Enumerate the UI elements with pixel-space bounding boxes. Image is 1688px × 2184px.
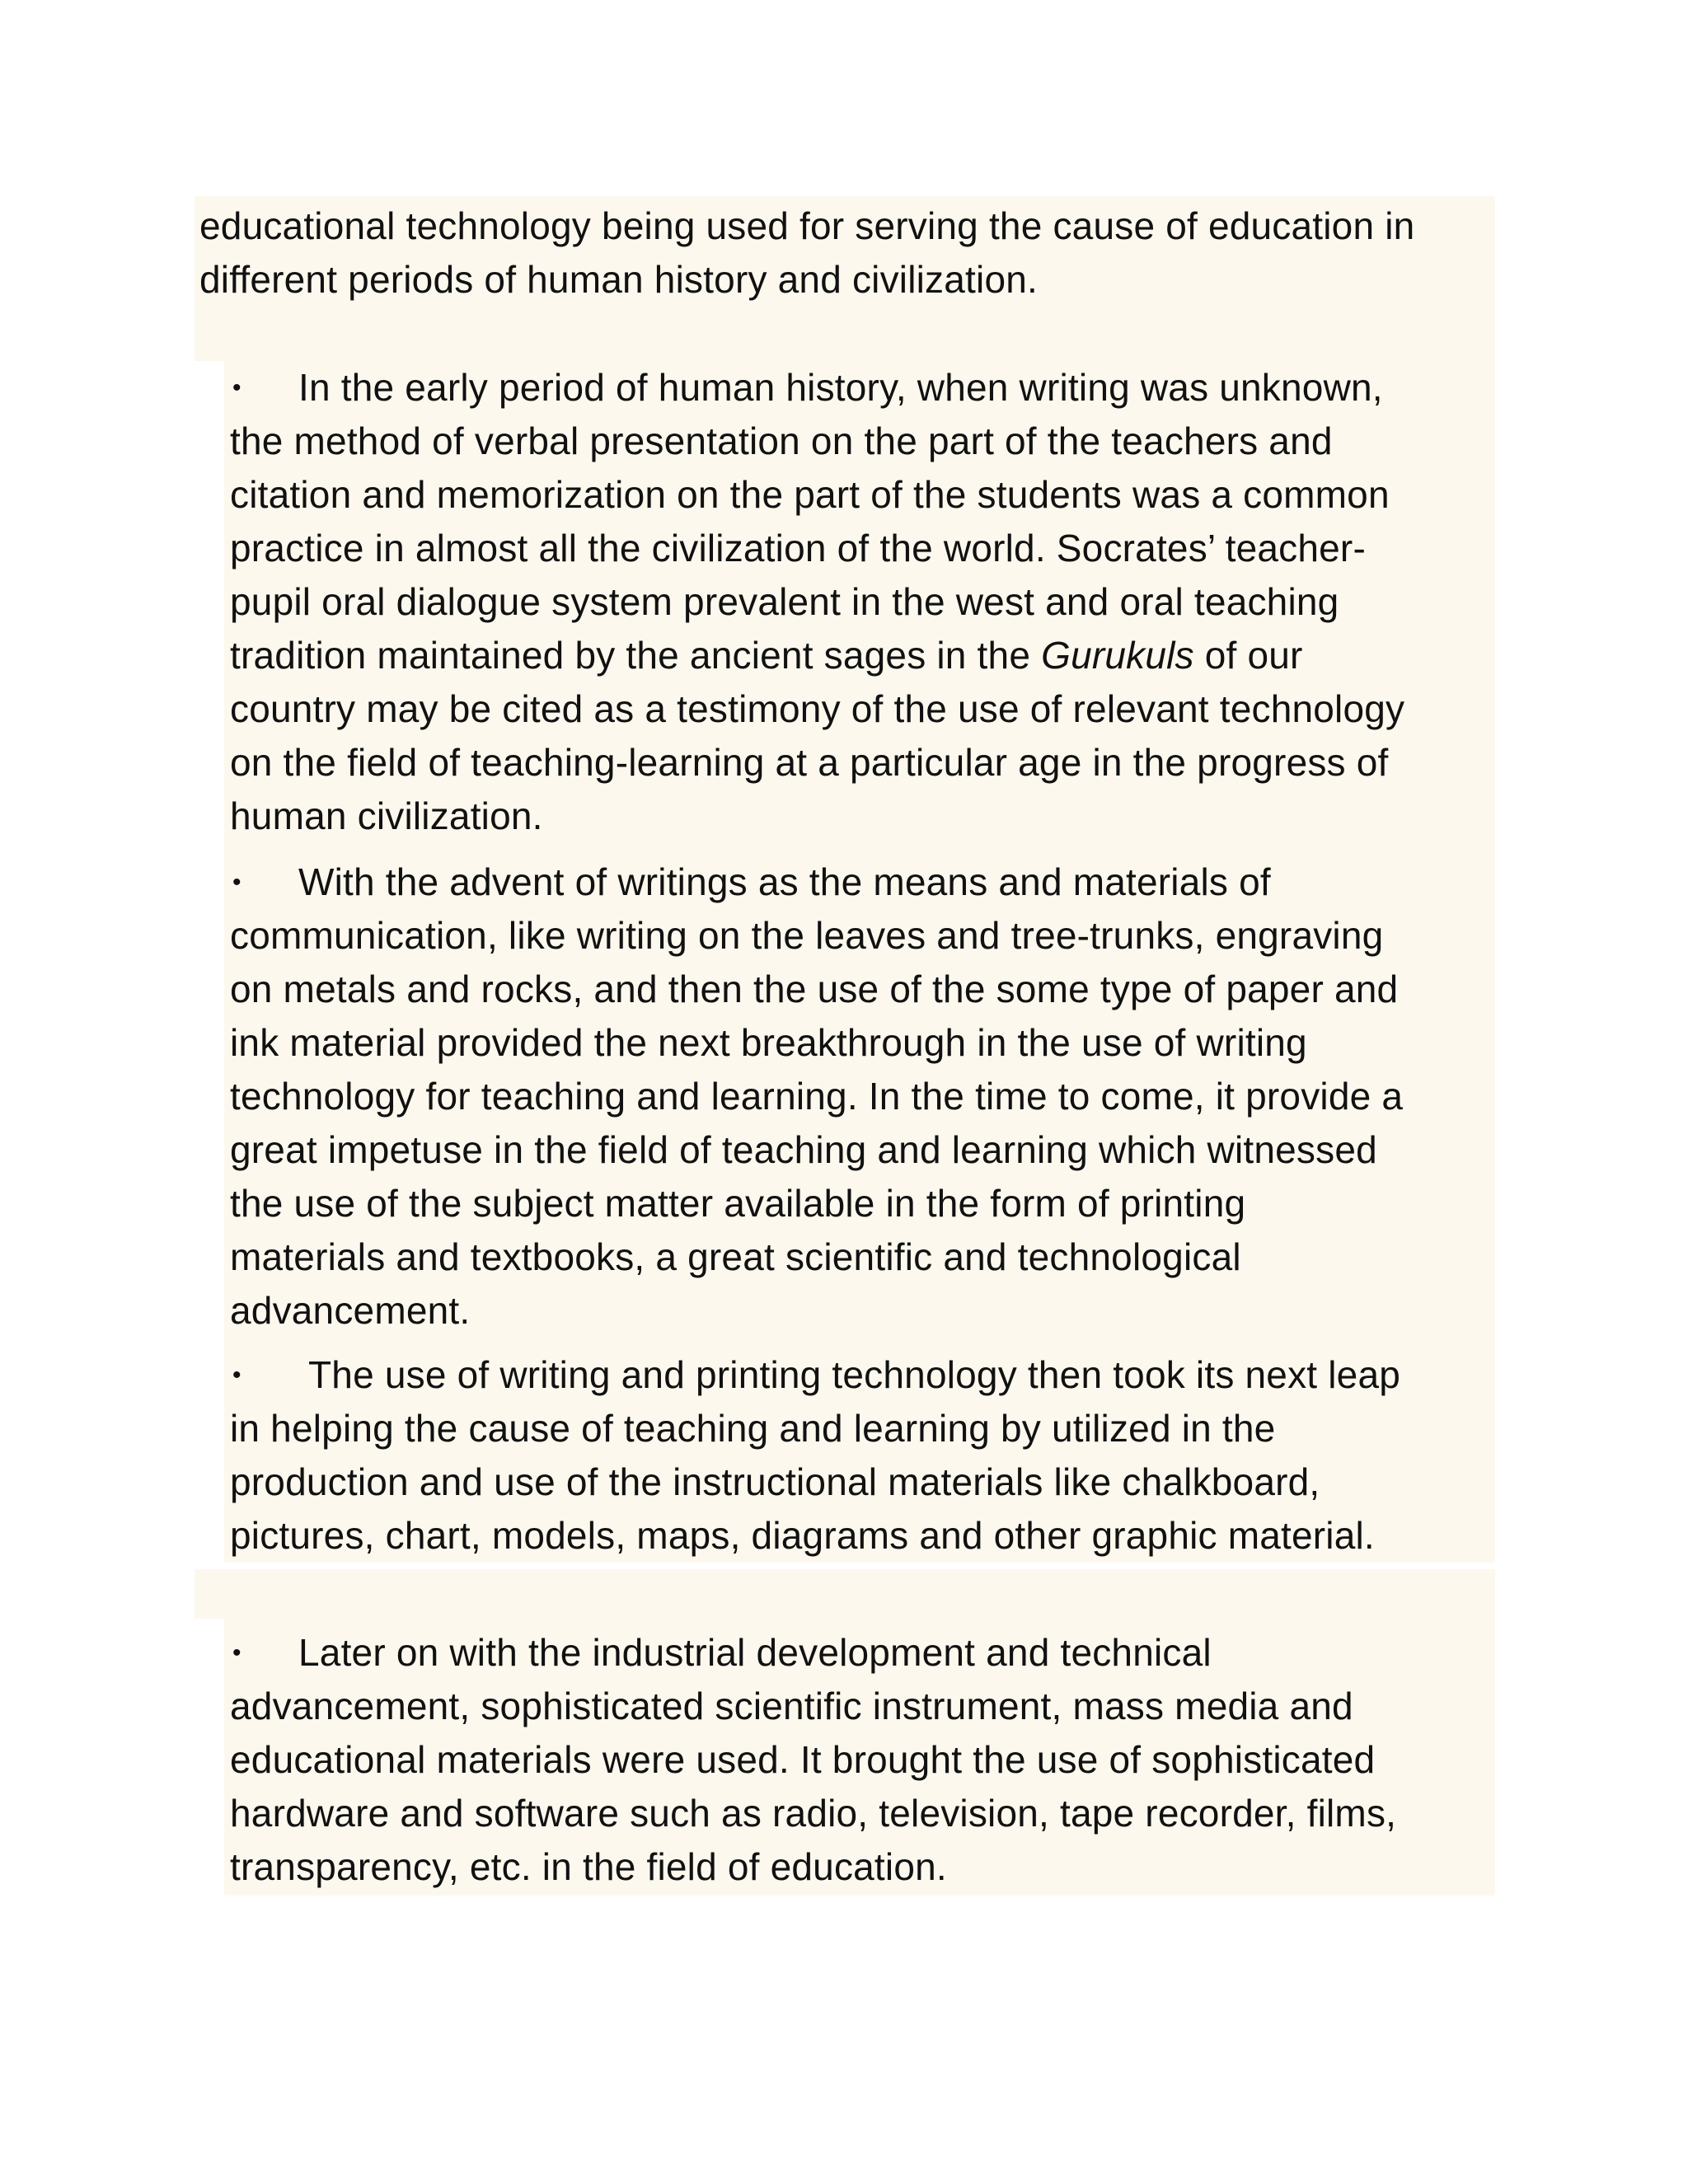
bullet-2-line: great impetuse in the field of teaching and learning which witnessed — [230, 1128, 1377, 1171]
bullet-marker: • — [232, 1639, 241, 1666]
bullet-2-line: on metals and rocks, and then the use of the some type of paper and — [230, 968, 1399, 1010]
gap-highlight — [195, 1569, 1495, 1619]
bullet-1-line — [230, 629, 1303, 682]
bullet-1-line-text: tradition maintained by the ancient sages in the — [230, 634, 1042, 677]
bullet-4-line: Later on with the industrial development and technical — [298, 1631, 1212, 1674]
bullet-2-line: materials and textbooks, a great scientific and technological — [230, 1235, 1241, 1278]
intro-line: educational technology being used for serving the cause of education in — [199, 204, 1415, 247]
bullet-1-line-text: of our — [1193, 634, 1303, 677]
bullet-4-line: hardware and software such as radio, television, tape recorder, films, — [230, 1792, 1397, 1835]
intro-line: different periods of human history and civilization. — [199, 258, 1038, 301]
bullet-marker: • — [232, 869, 241, 896]
bullet-3-line: production and use of the instructional materials like chalkboard, — [230, 1460, 1320, 1503]
bullet-2-line: With the advent of writings as the means and materials of — [298, 860, 1271, 903]
bullet-4-line: educational materials were used. It brought the use of sophisticated — [230, 1738, 1376, 1781]
bullet-3-line: in helping the cause of teaching and learning by utilized in the — [230, 1407, 1276, 1450]
bullet-1-line: country may be cited as a testimony of the use of relevant technology — [230, 687, 1405, 730]
bullet-1-line: pupil oral dialogue system prevalent in the west and oral teaching — [230, 580, 1339, 623]
bullet-4-line: advancement, sophisticated scientific instrument, mass media and — [230, 1685, 1353, 1727]
bullet-2-line: ink material provided the next breakthrough in the use of writing — [230, 1021, 1307, 1064]
bullet-2-line: advancement. — [230, 1289, 471, 1332]
bullet-2-line: technology for teaching and learning. In the time to come, it provide a — [230, 1075, 1404, 1118]
bullet-1-line: the method of verbal presentation on the part of the teachers and — [230, 419, 1333, 462]
bullet-1-line: citation and memorization on the part of the students was a common — [230, 473, 1390, 516]
bullet-2-line: the use of the subject matter available in the form of printing — [230, 1182, 1246, 1225]
bullet-1-line: In the early period of human history, when writing was unknown, — [298, 366, 1383, 409]
bullet-3-line: The use of writing and printing technology then took its next leap — [308, 1353, 1401, 1396]
bullet-marker: • — [232, 374, 241, 401]
bullet-marker: • — [232, 1361, 241, 1389]
bullet-1-line: on the field of teaching-learning at a particular age in the progress of — [230, 741, 1389, 784]
bullet-3-line: pictures, chart, models, maps, diagrams and other graphic material. — [230, 1514, 1375, 1557]
bullet-1-line: practice in almost all the civilization of the world. Socrates’ teacher- — [230, 527, 1366, 569]
bullet-4-line: transparency, etc. in the field of education. — [230, 1845, 947, 1888]
gurukuls-italic-term: Gurukuls — [1041, 634, 1194, 677]
bullet-1-line: human civilization. — [230, 794, 543, 837]
bullet-2-line: communication, like writing on the leaves and tree-trunks, engraving — [230, 914, 1384, 957]
